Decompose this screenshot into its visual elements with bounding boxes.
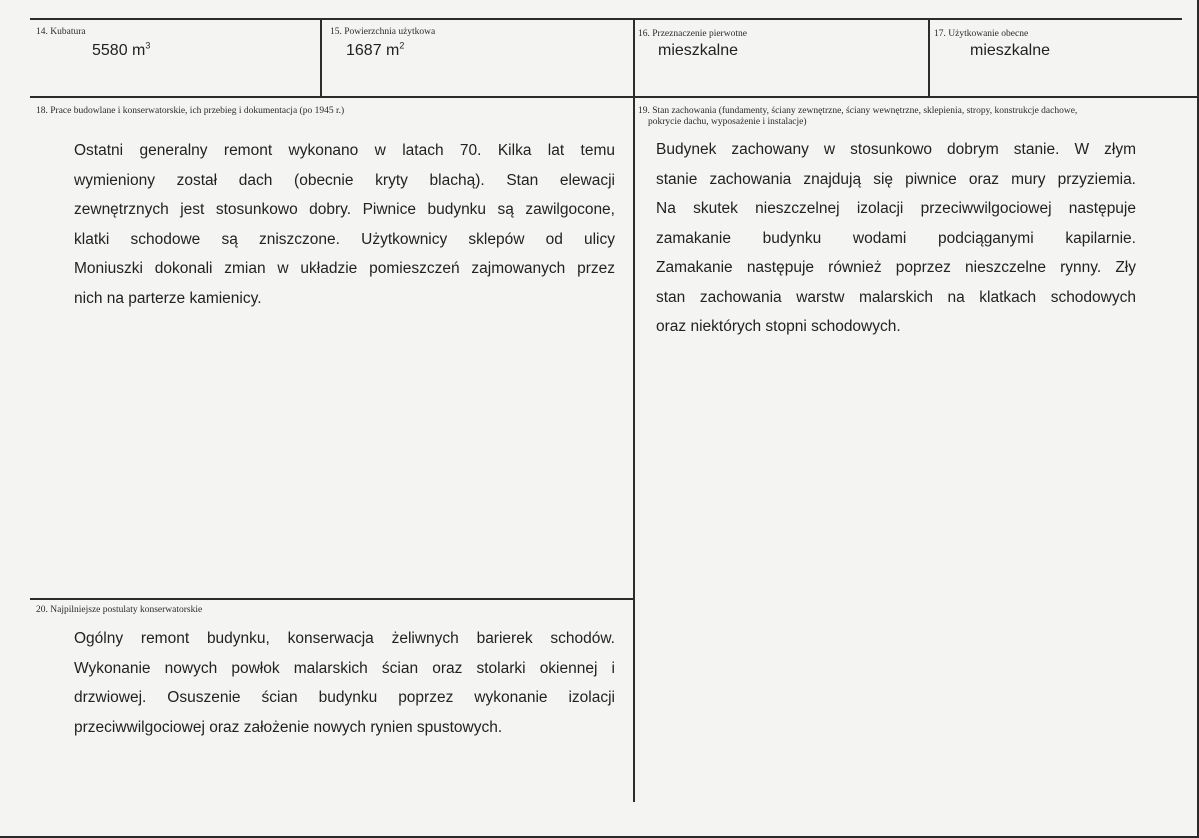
header-divider-2 xyxy=(633,18,635,97)
section19-line: Na skutek nieszczelnej izolacji przeciwwilgociowej następuje xyxy=(656,200,1136,217)
section18-line: wymieniony został dach (obecnie kryty blachą). Stan elewacji xyxy=(74,171,615,189)
section19-line: Zamakanie następuje również poprzez nieszczelne rynny. Zły xyxy=(656,259,1136,276)
powierzchnia-unit-exponent: 2 xyxy=(399,40,405,51)
przeznaczenie-label: 16. Przeznaczenie pierwotne xyxy=(638,29,747,39)
section19-label xyxy=(638,106,1077,128)
kubatura-number: 5580 m xyxy=(92,42,146,59)
section19-line: oraz niektórych stopni schodowych. xyxy=(656,318,901,335)
section19-label-line2: pokrycie dachu, wyposażenie i instalacje) xyxy=(648,117,807,127)
section20-label: 20. Najpilniejsze postulaty konserwatorskie xyxy=(36,605,203,615)
header-bottom-rule xyxy=(30,96,1198,98)
uzytkowanie-value: mieszkalne xyxy=(970,42,1051,59)
center-vertical-rule xyxy=(633,96,635,802)
section18-label: 18. Prace budowlane i konserwatorskie, ich przebieg i dokumentacja (po 1945 r.) xyxy=(36,106,345,116)
header-divider-3 xyxy=(928,18,930,97)
section18-line: klatki schodowe są zniszczone. Użytkownicy sklepów od ulicy xyxy=(74,230,615,248)
przeznaczenie-value: mieszkalne xyxy=(658,42,739,59)
section18-line: Ostatni generalny remont wykonano w latach 70. Kilka lat temu xyxy=(74,142,615,159)
section18-text xyxy=(74,136,615,313)
powierzchnia-value xyxy=(346,42,404,60)
section19-line: Budynek zachowany w stosunkowo dobrym stanie. W złym xyxy=(656,141,1136,158)
section20-top-rule xyxy=(30,598,634,600)
section19-line: stanie zachowania znajdują się piwnice oraz mury przyziemia. xyxy=(656,170,1136,188)
section20-line: przeciwwilgociowej oraz założenie nowych rynien spustowych. xyxy=(74,718,503,736)
top-rule xyxy=(30,18,1182,20)
kubatura-label: 14. Kubatura xyxy=(36,27,86,37)
header-divider-1 xyxy=(320,18,322,97)
section20-text xyxy=(74,624,615,742)
section18-line: Moniuszki dokonali zmian w układzie pomieszczeń zajmowanych przez xyxy=(74,260,615,277)
powierzchnia-label: 15. Powierzchnia użytkowa xyxy=(330,27,436,37)
section20-line: drzwiowej. Osuszenie ścian budynku poprzez wykonanie izolacji xyxy=(74,689,615,706)
section19-line: stan zachowania warstw malarskich na klatkach schodowych xyxy=(656,288,1136,306)
section20-line: Wykonanie nowych powłok malarskich ścian oraz stolarki okiennej i xyxy=(74,659,615,677)
section20-line: Ogólny remont budynku, konserwacja żeliwnych barierek schodów. xyxy=(74,630,615,647)
powierzchnia-number: 1687 m xyxy=(346,42,400,59)
kubatura-unit-exponent: 3 xyxy=(145,40,151,51)
section19-label-line1: 19. Stan zachowania (fundamenty, ściany zewnętrzne, ściany wewnętrzne, sklepienia, stropy, konstrukcje dachowe, xyxy=(638,106,1078,116)
section18-line: nich na parterze kamienicy. xyxy=(74,289,262,307)
section19-text xyxy=(656,135,1136,342)
kubatura-value xyxy=(92,42,150,60)
uzytkowanie-label: 17. Użytkowanie obecne xyxy=(934,29,1029,39)
section18-line: zewnętrznych jest stosunkowo dobry. Piwnice budynku są zawilgocone, xyxy=(74,201,615,218)
section19-line: zamakanie budynku wodami podciąganymi kapilarnie. xyxy=(656,229,1136,247)
